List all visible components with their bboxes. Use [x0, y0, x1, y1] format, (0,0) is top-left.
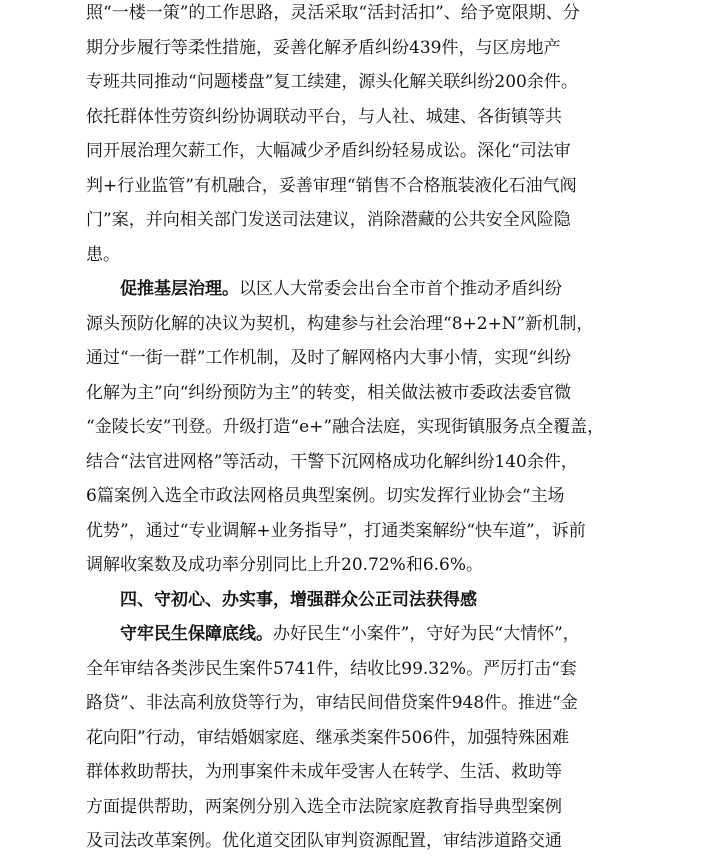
- paragraph-first-line: [86, 272, 628, 307]
- document-body: [86, 0, 628, 859]
- paragraph-line: 患。: [86, 244, 120, 265]
- paragraph-line-text: 以区人大常委会出台全市首个推动矛盾纠纷: [239, 279, 562, 299]
- paragraph-first-line: [86, 617, 628, 652]
- paragraph-line: 全年审结各类涉民生案件5741件，结收比99.32%。严厉打击“套: [86, 658, 577, 679]
- paragraph-line: 门”案，并向相关部门发送司法建议，消除潜藏的公共安全风险隐: [86, 210, 571, 230]
- paragraph-line: 结合“法官进网格”等活动，干警下沉网格成功化解纠纷140余件，: [86, 451, 578, 472]
- paragraph-line: 依托群体性劳资纠纷协调联动平台，与人社、城建、各街镇等共: [86, 106, 562, 127]
- paragraph-line: 花向阳”行动，审结婚姻家庭、继承类案件506件，加强特殊困难: [86, 727, 570, 748]
- paragraph-line: 化解为主”向“纠纷预防为主”的转变，相关做法被市委政法委官微: [86, 382, 572, 403]
- paragraph-line: 优势”，通过“专业调解+业务指导”，打通类案解纷“快车道”，诉前: [86, 520, 586, 541]
- paragraph-line: 源头预防化解的决议为契机，构建参与社会治理“8+2+N”新机制，: [86, 313, 594, 334]
- paragraph-line: 方面提供帮助，两案例分别入选全市法院家庭教育指导典型案例: [86, 796, 562, 817]
- paragraph-line: 调解收案数及成功率分别同比上升20.72%和6.6%。: [86, 555, 484, 575]
- paragraph-line: 及司法改革案例。优化道交团队审判资源配置，审结涉道路交通: [86, 831, 562, 851]
- paragraph-line: 同开展治理欠薪工作，大幅减少矛盾纠纷轻易成讼。深化“司法审: [86, 141, 571, 161]
- section-heading: 四、守初心、办实事，增强群众公正司法获得感: [120, 589, 477, 610]
- paragraph-line: 专班共同推动“问题楼盘”复工续建，源头化解关联纠纷200余件。: [86, 72, 578, 92]
- paragraph-line-text: 办好民生“小案件”，守好为民“大情怀”，: [273, 624, 580, 644]
- section-heading-line: [86, 583, 628, 618]
- paragraph-line: 路贷”、非法高利放贷等行为，审结民间借贷案件948件。推进“金: [86, 693, 578, 713]
- paragraph-lead-heading: 促推基层治理。: [120, 279, 239, 299]
- paragraph-line: 期分步履行等柔性措施，妥善化解矛盾纠纷439件，与区房地产: [86, 37, 561, 58]
- paragraph-line: 群体救助帮扶，为刑事案件未成年受害人在转学、生活、救助等: [86, 762, 562, 782]
- paragraph-line: 照“一楼一策”的工作思路，灵活采取“活封活扣”、给予宽限期、分: [86, 3, 580, 23]
- paragraph-line: 通过“一街一群”工作机制，及时了解网格内大事小情，实现“纠纷: [86, 348, 572, 368]
- paragraph-lead-heading: 守牢民生保障底线。: [120, 624, 273, 644]
- paragraph-line: “金陵长安”刊登。升级打造“e+”融合法庭，实现街镇服务点全覆盖，: [86, 417, 605, 437]
- paragraph-line: 判+行业监管”有机融合，妥善审理“销售不合格瓶装液化石油气阀: [86, 175, 577, 196]
- paragraph-line: 6篇案例入选全市政法网格员典型案例。切实发挥行业协会“主场: [86, 486, 565, 506]
